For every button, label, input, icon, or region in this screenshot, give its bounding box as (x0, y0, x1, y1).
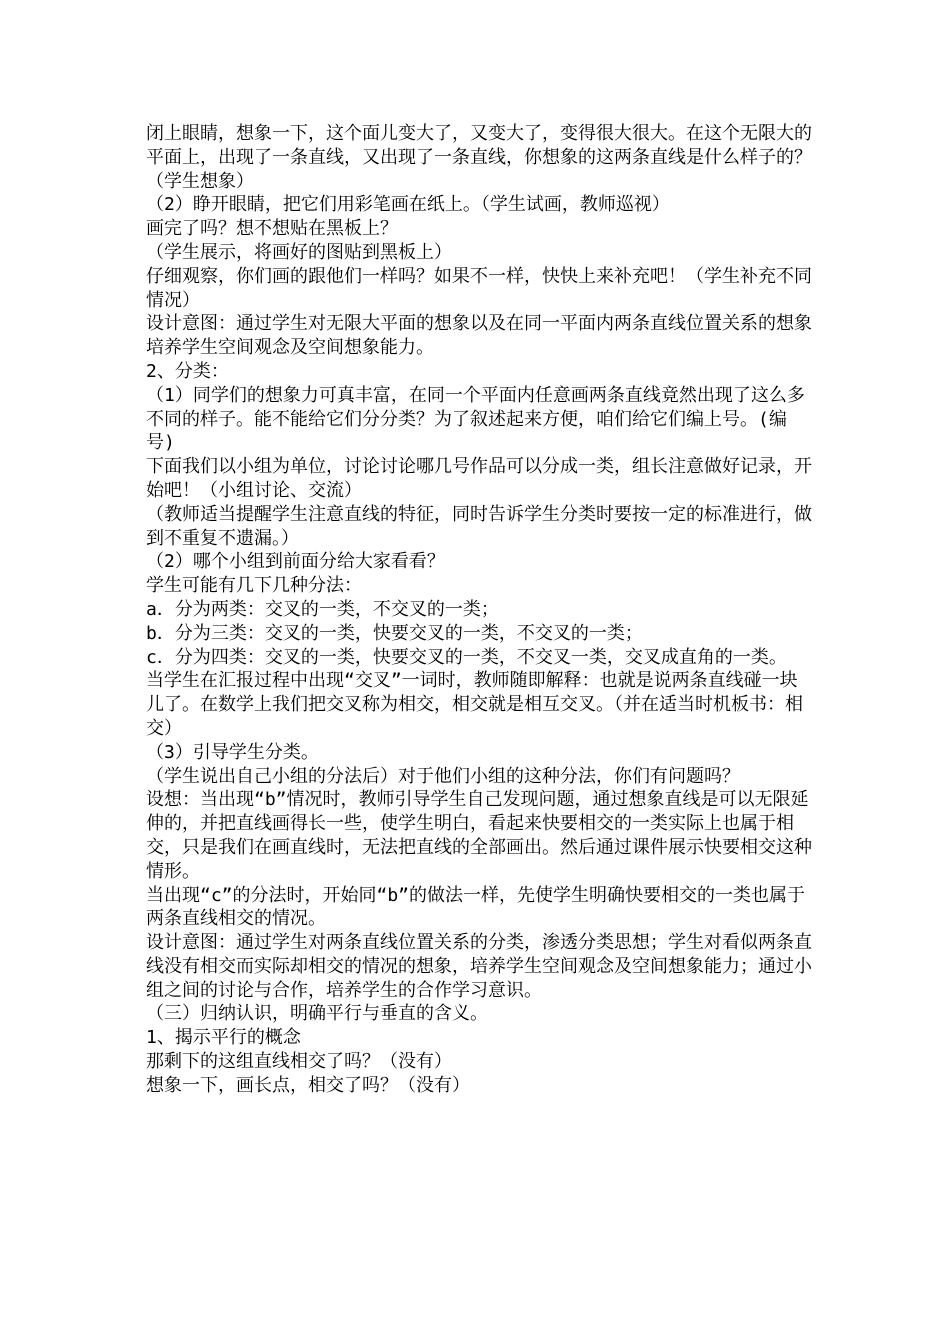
paragraph-imagine-plane: 闭上眼睛，想象一下，这个面儿变大了，又变大了，变得很大很大。在这个无限大的平面上，出现了一条直线，又出现了一条直线，你想象的这两条直线是什么样子的？（学生想象） (146, 123, 812, 192)
paragraph-classify-intro: （1）同学们的想象力可真丰富，在同一个平面内任意画两条直线竟然出现了这么多不同的样子。能不能给它们分分类？为了叙述起来方便，咱们给它们编上号。(编号) (146, 384, 805, 454)
paragraph-heading-section-3: （三）归纳认识，明确平行与垂直的含义。 (146, 1003, 488, 1025)
paragraph-which-group: （2）哪个小组到前面分给大家看看？ (146, 551, 445, 573)
paragraph-method-c: c．分为四类：交叉的一类，快要交叉的一类，不交叉一类，交叉成直角的一类。 (146, 646, 787, 668)
paragraph-scenario-c: 当出现“c”的分法时，开始同“b”的做法一样，先使学生明确快要相交的一类也属于两条直线相交的情况。 (146, 884, 806, 930)
paragraph-observe: 仔细观察，你们画的跟他们一样吗？如果不一样，快快上来补充吧！（学生补充不同情况） (146, 265, 812, 311)
paragraph-student-display: （学生展示，将画好的图贴到黑板上） (146, 241, 452, 263)
paragraph-design-intent-1: 设计意图：通过学生对无限大平面的想象以及在同一平面内两条直线位置关系的想象培养学生空间观念及空间想象能力。 (146, 313, 812, 359)
paragraph-method-a: a．分为两类：交叉的一类，不交叉的一类； (146, 598, 499, 620)
paragraph-group-discussion: 下面我们以小组为单位，讨论讨论哪几号作品可以分成一类，组长注意做好记录，开始吧！（小组讨论、交流） (146, 456, 812, 501)
paragraph-open-eyes: （2）睁开眼睛，把它们用彩笔画在纸上。（学生试画，教师巡视） (146, 194, 670, 216)
paragraph-imagine-longer: 想象一下，画长点，相交了吗？（没有） (146, 1074, 470, 1096)
paragraph-method-b: b．分为三类：交叉的一类，快要交叉的一类，不交叉的一类； (146, 622, 643, 644)
paragraph-guide-classify: （3）引导学生分类。 (146, 741, 319, 763)
paragraph-heading-parallel: 1、揭示平行的概念 (146, 1027, 301, 1049)
paragraph-remaining-lines: 那剩下的这组直线相交了吗？（没有） (146, 1051, 452, 1073)
paragraph-teacher-reminder: （教师适当提醒学生注意直线的特征，同时告诉学生分类时要按一定的标准进行，做到不重复不遗漏。） (146, 503, 812, 549)
paragraph-possible-methods: 学生可能有几下几种分法： (146, 575, 362, 597)
paragraph-finished-drawing: 画完了吗？想不想贴在黑板上？ (146, 218, 398, 240)
paragraph-design-intent-2: 设计意图：通过学生对两条直线位置关系的分类，渗透分类思想；学生对看似两条直线没有相交而实际却相交的情况的想象，培养学生空间观念及空间想象能力；通过小组之间的讨论与合作，培养学生的合作学习意识。 (146, 932, 812, 1001)
paragraph-scenario-b: 设想：当出现“b”情况时，教师引导学生自己发现问题，通过想象直线是可以无限延伸的，并把直线画得长一些，使学生明白，看起来快要相交的一类实际上也属于相交，只是我们在画直线时，无法把直线的全部画出。然后通过课件展示快要相交这种情形。 (146, 789, 812, 882)
document-page (146, 122, 814, 1098)
paragraph-heading-classify: 2、分类： (146, 360, 229, 382)
paragraph-intersect-explain: 当学生在汇报过程中出现“交叉”一词时，教师随即解释：也就是说两条直线碰一块儿了。在数学上我们把交叉称为相交，相交就是相互交叉。（并在适当时机板书：相交） (146, 670, 803, 739)
paragraph-any-questions: （学生说出自己小组的分法后）对于他们小组的这种分法，你们有问题吗？ (146, 765, 740, 787)
